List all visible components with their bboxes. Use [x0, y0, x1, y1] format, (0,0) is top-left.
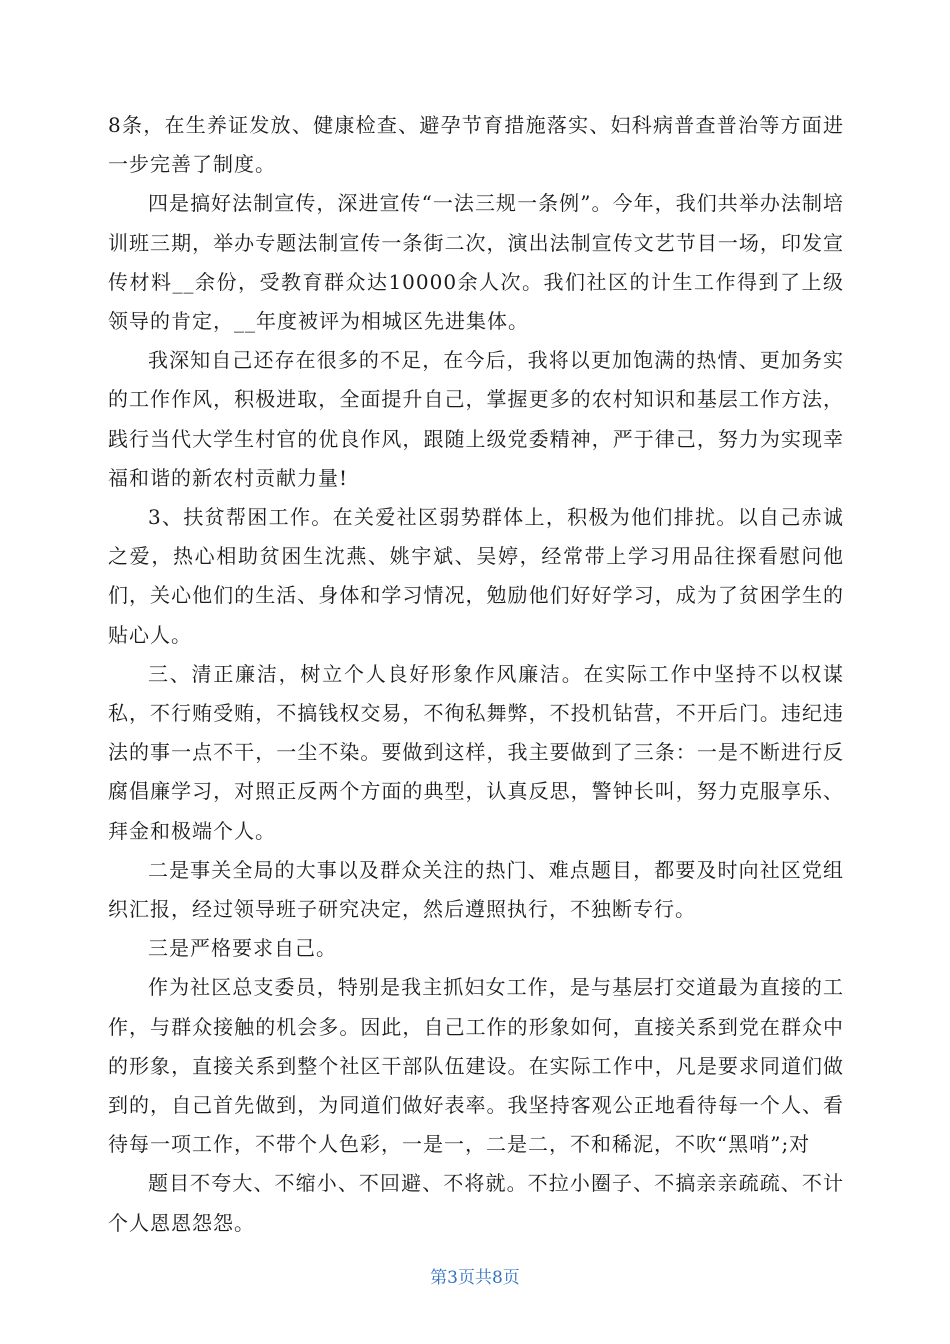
paragraph-6: 二是事关全局的大事以及群众关注的热门、难点题目，都要及时向社区党组织汇报，经过领导班子研究决定，然后遵照执行，不独断专行。 — [108, 857, 844, 922]
paragraph-5: 三、清正廉洁，树立个人良好形象作风廉洁。在实际工作中坚持不以权谋私，不行贿受贿，不搞钱权交易，不徇私舞弊，不投机钻营，不开后门。违纪违法的事一点不干，一尘不染。要做到这样，我主要做到了三条：一是不断进行反腐倡廉学习，对照正反两个方面的典型，认真反思，警钟长叫，努力克服享乐、拜金和极端个人。 — [108, 661, 844, 843]
paragraph-9: 题目不夸大、不缩小、不回避、不将就。不拉小圈子、不搞亲亲疏疏、不计个人恩恩怨怨。 — [108, 1171, 844, 1235]
paragraph-2: 四是搞好法制宣传，深进宣传“一法三规一条例”。今年，我们共举办法制培训班三期，举办专题法制宣传一条街二次，演出法制宣传文艺节目一场，印发宣传材料__余份，受教育群众达10000余人次。我们社区的计生工作得到了上级领导的肯定，__年度被评为相城区先进集体。 — [108, 191, 844, 334]
paragraph-7: 三是严格要求自己。 — [148, 936, 337, 961]
document-body — [108, 106, 844, 1243]
paragraph-3: 我深知自己还存在很多的不足，在今后，我将以更加饱满的热情、更加务实的工作作风，积极进取，全面提升自己，掌握更多的农村知识和基层工作方法，践行当代大学生村官的优良作风，跟随上级党委精神，严于律己，努力为实现幸福和谐的新农村贡献力量! — [108, 348, 844, 490]
page-number: 第3页共8页 — [430, 1268, 520, 1288]
paragraph-1: 8条，在生养证发放、健康检查、避孕节育措施落实、妇科病普查普治等方面进一步完善了制度。 — [108, 113, 844, 177]
paragraph-8: 作为社区总支委员，特别是我主抓妇女工作，是与基层打交道最为直接的工作，与群众接触的机会多。因此，自己工作的形象如何，直接关系到党在群众中的形象，直接关系到整个社区干部队伍建设。在实际工作中，凡是要求同道们做到的，自己首先做到，为同道们做好表率。我坚持客观公正地看待每一个人、看待每一项工作，不带个人色彩，一是一，二是二，不和稀泥，不吹“黑哨”;对 — [108, 975, 844, 1157]
paragraph-4: 3、扶贫帮困工作。在关爱社区弱势群体上，积极为他们排扰。以自己赤诚之爱，热心相助贫困生沈燕、姚宇斌、吴婷，经常带上学习用品往探看慰问他们，关心他们的生活、身体和学习情况，勉励他们好好学习，成为了贫困学生的贴心人。 — [108, 505, 844, 647]
